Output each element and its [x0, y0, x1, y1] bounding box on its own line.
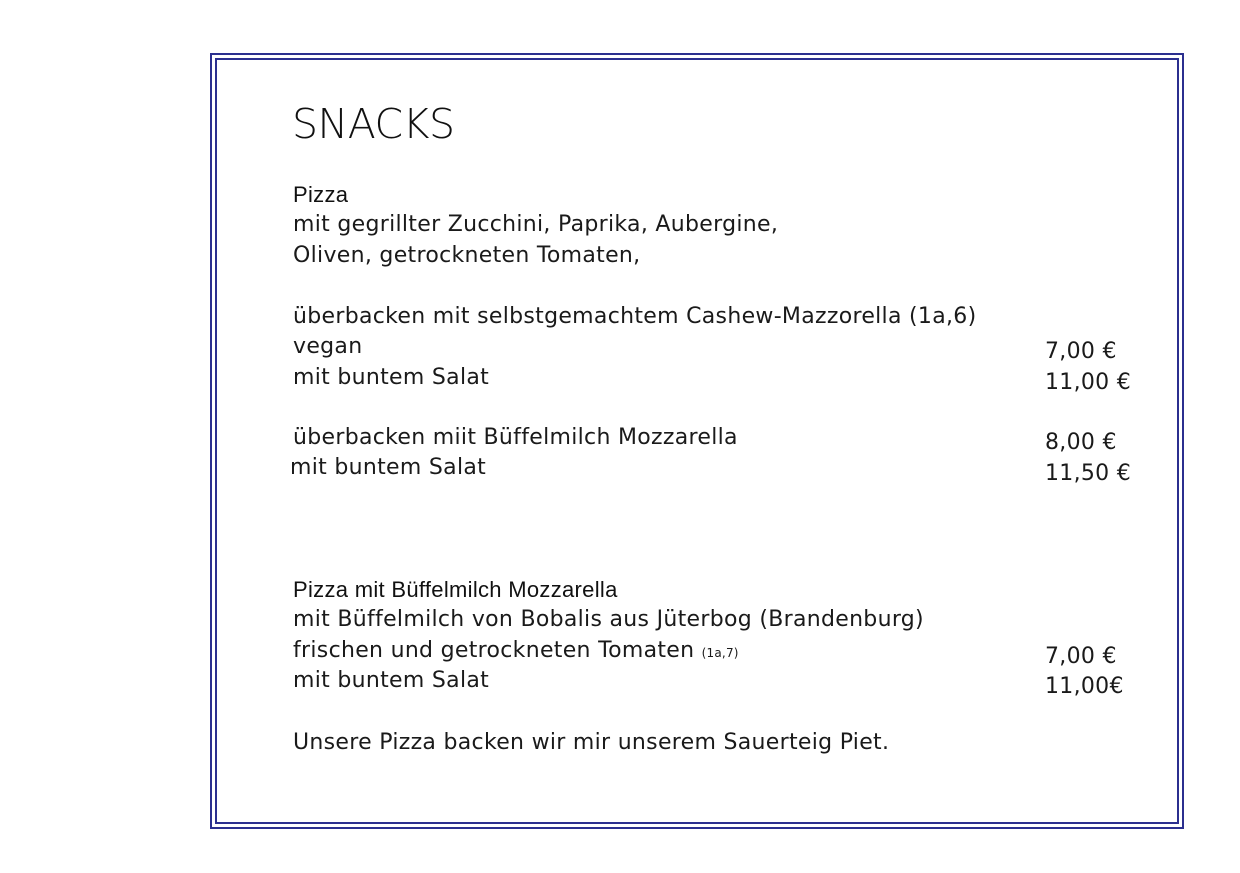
vegan-option-line3: mit buntem Salat [293, 365, 490, 390]
pizza-desc-line2: Oliven, getrockneten Tomaten, [293, 243, 641, 268]
buffalo-pizza-line3: mit buntem Salat [293, 668, 490, 693]
buffalo-pizza-line2 [293, 638, 739, 663]
buffalo-pizza-salad-price: 11,00€ [1045, 674, 1124, 699]
vegan-option-line2: vegan [293, 334, 363, 359]
vegan-salad-price: 11,00 € [1045, 370, 1132, 395]
pizza-desc-line1: mit gegrillter Zucchini, Paprika, Aubergine, [293, 212, 779, 237]
buffalo-pizza-price: 7,00 € [1045, 644, 1117, 669]
page-title: SNACKS [292, 100, 455, 148]
buffalo-option-line1: überbacken miit Büffelmilch Mozzarella [293, 425, 738, 450]
pizza-heading: Pizza [293, 182, 349, 207]
footer-note: Unsere Pizza backen wir mir unserem Sauerteig Piet. [293, 730, 890, 755]
allergen-note: (1a,7) [701, 646, 739, 660]
buffalo-pizza-line1: mit Büffelmilch von Bobalis aus Jüterbog (Brandenburg) [293, 607, 924, 632]
vegan-option-line1: überbacken mit selbstgemachtem Cashew-Mazzorella (1a,6) [293, 304, 977, 329]
buffalo-pizza-line2-text: frischen und getrockneten Tomaten [293, 638, 695, 663]
buffalo-option-line2: mit buntem Salat [290, 455, 487, 480]
buffalo-price: 8,00 € [1045, 430, 1117, 455]
vegan-price: 7,00 € [1045, 339, 1117, 364]
buffalo-salad-price: 11,50 € [1045, 461, 1132, 486]
buffalo-pizza-heading: Pizza mit Büffelmilch Mozzarella [293, 577, 618, 602]
